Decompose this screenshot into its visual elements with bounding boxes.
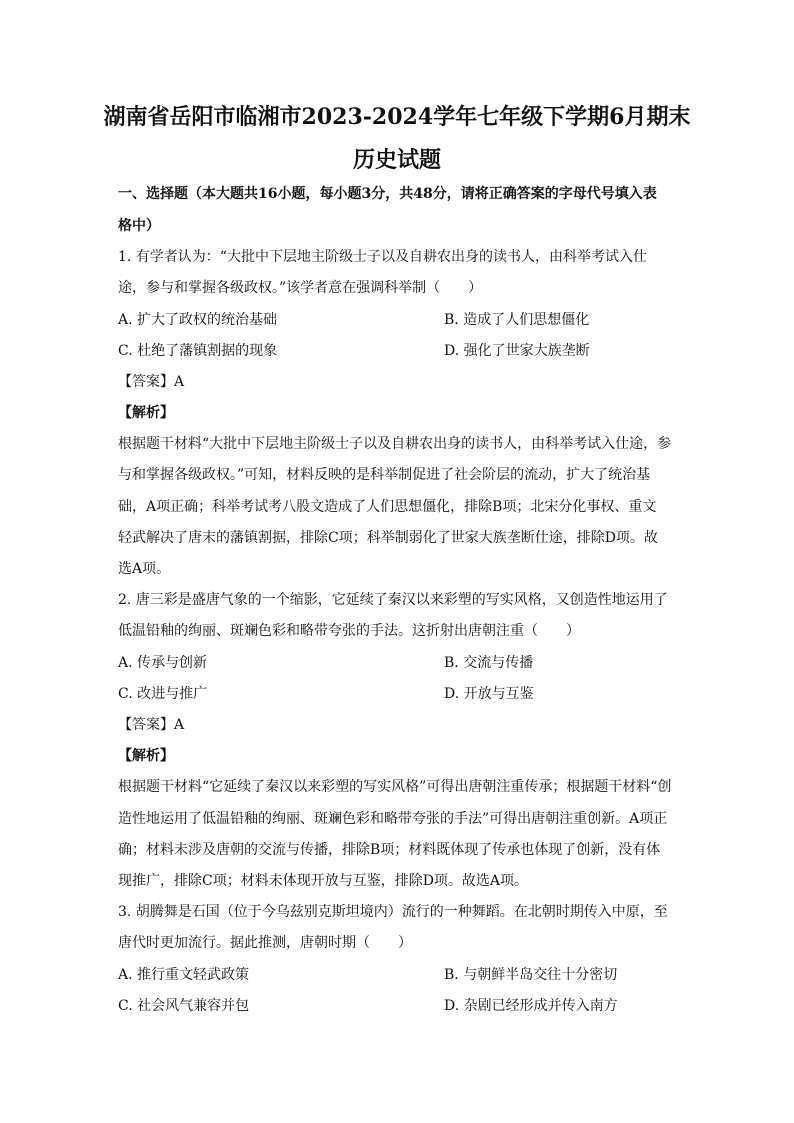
- question-1-analysis-line: 础，A项正确；科举考试考八股文造成了人们思想僵化，排除B项；北宋分化事权、重文: [118, 499, 657, 515]
- question-3-option-c: C. 社会风气兼容并包: [118, 998, 250, 1014]
- question-1-analysis-label: 【解析】: [118, 405, 174, 421]
- section-heading: 一、选择题（本大题共16小题，每小题3分，共48分，请将正确答案的字母代号填入表: [118, 186, 657, 202]
- question-2-stem-cont: 低温铅釉的绚丽、斑斓色彩和略带夸张的手法。这折射出唐朝注重（ ）: [118, 623, 580, 639]
- question-1-option-a: A. 扩大了政权的统治基础: [118, 312, 278, 328]
- question-1-analysis-line: 选A项。: [118, 561, 171, 577]
- document-title-line2: 历史试题: [352, 147, 441, 173]
- question-1-stem-cont: 途，参与和掌握各级政权。”该学者意在强调科举制（ ）: [118, 280, 483, 296]
- question-1-analysis-line: 与和掌握各级政权。”可知，材料反映的是科举制促进了社会阶层的流动，扩大了统治基: [118, 467, 651, 483]
- question-3-option-b: B. 与朝鲜半岛交往十分密切: [444, 967, 618, 983]
- question-2-analysis-line: 根据题干材料“它延续了秦汉以来彩塑的写实风格”可得出唐朝注重传承；根据题干材料“创: [118, 779, 672, 795]
- question-2-analysis-label: 【解析】: [118, 748, 174, 764]
- question-1-option-c: C. 杜绝了藩镇割据的现象: [118, 343, 278, 359]
- question-2-option-b: B. 交流与传播: [444, 655, 534, 671]
- question-2-option-c: C. 改进与推广: [118, 686, 208, 702]
- question-2-option-d: D. 开放与互鉴: [444, 686, 534, 702]
- question-2-analysis-line: 造性地运用了低温铅釉的绚丽、斑斓色彩和略带夸张的手法”可得出唐朝注重创新。A项正: [118, 811, 668, 827]
- question-3-option-a: A. 推行重文轻武政策: [118, 967, 250, 983]
- question-3-stem-cont: 唐代时更加流行。据此推测，唐朝时期（ ）: [118, 935, 412, 951]
- question-1-analysis-line: 轻武解决了唐末的藩镇割据，排除C项；科举制弱化了世家大族垄断仕途，排除D项。故: [118, 530, 658, 546]
- question-1-answer: 【答案】A: [118, 374, 185, 390]
- question-2-option-a: A. 传承与创新: [118, 655, 208, 671]
- question-2-stem: 2. 唐三彩是盛唐气象的一个缩影，它延续了秦汉以来彩塑的写实风格，又创造性地运用了: [118, 592, 668, 608]
- question-1-option-b: B. 造成了人们思想僵化: [444, 312, 590, 328]
- question-3-option-d: D. 杂剧已经形成并传入南方: [444, 998, 618, 1014]
- question-2-analysis-line: 确；材料未涉及唐朝的交流与传播，排除B项；材料既体现了传承也体现了创新，没有体: [118, 842, 661, 858]
- question-1-stem: 1. 有学者认为：“大批中下层地主阶级士子以及自耕农出身的读书人，由科举考试入仕: [118, 249, 647, 265]
- question-1-analysis-line: 根据题干材料“大批中下层地主阶级士子以及自耕农出身的读书人，由科举考试入仕途，参: [118, 436, 672, 452]
- question-1-option-d: D. 强化了世家大族垄断: [444, 343, 590, 359]
- question-2-answer: 【答案】A: [118, 717, 185, 733]
- question-3-stem: 3. 胡腾舞是石国（位于今乌兹别克斯坦境内）流行的一种舞蹈。在北朝时期传入中原，至: [118, 904, 668, 920]
- question-2-analysis-line: 现推广，排除C项；材料未体现开放与互鉴，排除D项。故选A项。: [118, 873, 529, 889]
- section-heading-cont: 格中）: [118, 218, 160, 234]
- document-title-line1: 湖南省岳阳市临湘市2023-2024学年七年级下学期6月期末: [103, 104, 691, 130]
